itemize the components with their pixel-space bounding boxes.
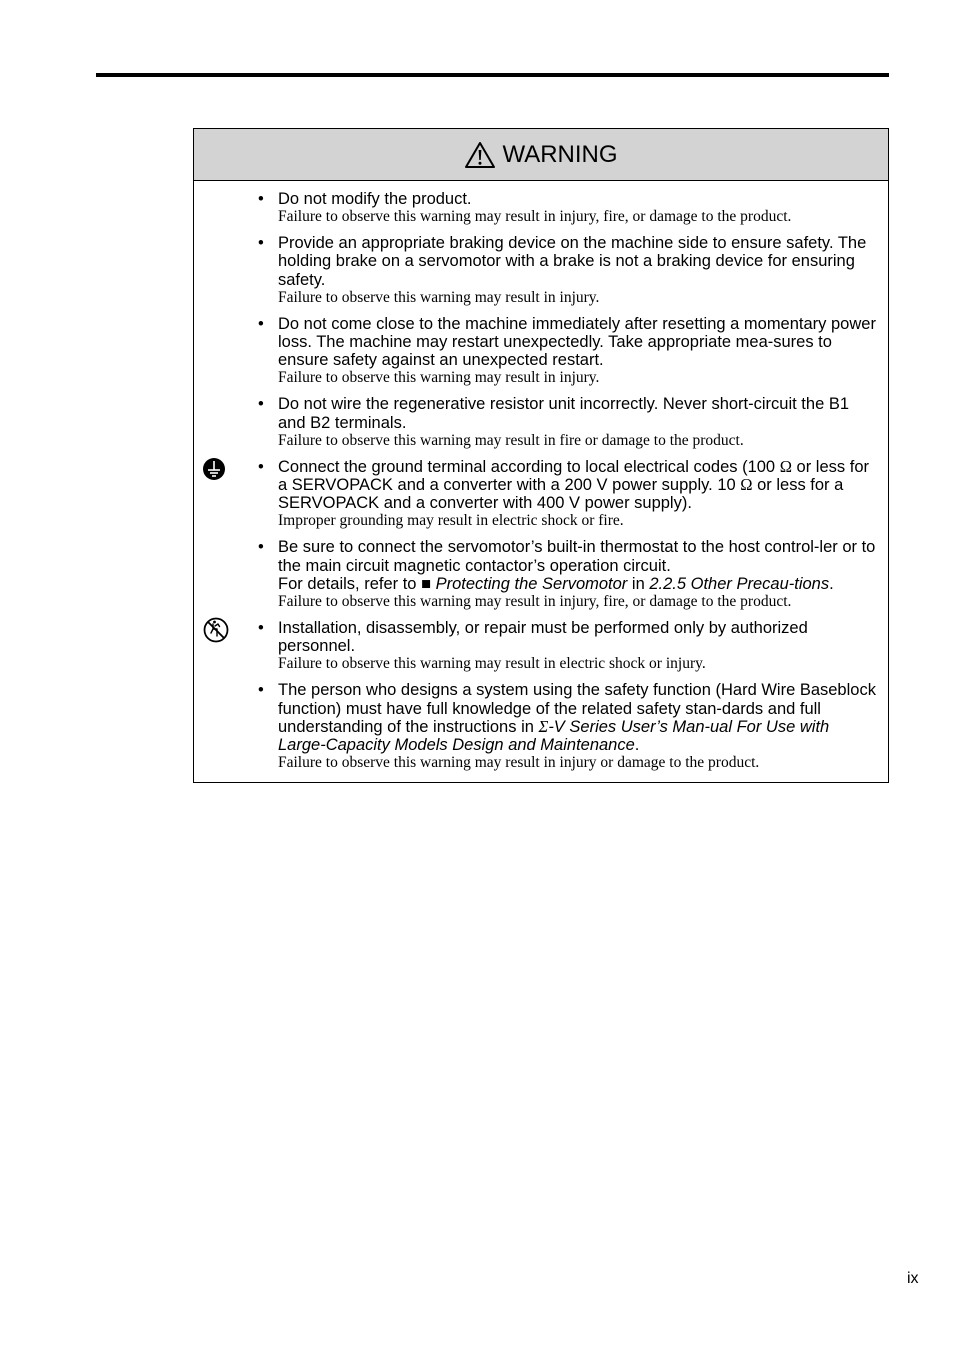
item-consequence: Failure to observe this warning may result in injury.	[278, 369, 600, 387]
item-text: Connect the ground terminal according to local electrical codes (100 Ω or less for a SERVOPACK and a converter with a 200 V power supply. 10 Ω or less for a SERVOPACK and a converter with 400 V power supply).	[278, 456, 869, 513]
item-text: Be sure to connect the servomotor’s built-in thermostat to the host control-ler or to the main circuit magnetic contactor’s operation circuit.	[278, 538, 876, 575]
item-text: Do not modify the product.	[278, 190, 472, 208]
warning-item	[194, 315, 878, 388]
square-bullet: ■	[421, 574, 432, 593]
sigma-symbol: Σ	[538, 716, 549, 736]
item-consequence: Failure to observe this warning may result in injury or damage to the product.	[278, 754, 760, 772]
item-consequence: Failure to observe this warning may result in injury, fire, or damage to the product.	[278, 593, 792, 611]
item-consequence: Improper grounding may result in electric shock or fire.	[278, 512, 624, 530]
item-consequence: Failure to observe this warning may result in electric shock or injury.	[278, 655, 706, 673]
reference-title: Protecting the Servomotor	[435, 574, 628, 593]
warning-header	[194, 129, 888, 181]
warning-item	[194, 619, 878, 673]
warning-triangle-icon	[464, 141, 496, 169]
bullet: •	[258, 457, 264, 476]
top-rule	[96, 73, 889, 77]
item-consequence: Failure to observe this warning may result in fire or damage to the product.	[278, 431, 744, 449]
manual-title: -V Series User’s Man-ual For Use with Large-Capacity Models Design and Maintenance	[278, 717, 830, 755]
item-text: Installation, disassembly, or repair must be performed only by authorized personnel.	[278, 619, 808, 656]
warning-item	[194, 538, 878, 611]
bullet: •	[258, 681, 264, 700]
no-unqualified-work-icon	[202, 617, 230, 643]
bullet: •	[258, 314, 264, 333]
reference-section: 2.2.5 Other Precau-tions	[649, 574, 830, 593]
warning-title: WARNING	[502, 140, 618, 168]
item-consequence: Failure to observe this warning may result in injury.	[278, 288, 600, 306]
page-number: ix	[907, 1270, 919, 1287]
bullet: •	[258, 234, 264, 253]
bullet: •	[258, 538, 264, 557]
warning-item	[194, 190, 878, 226]
warning-box	[193, 128, 889, 783]
bullet: •	[258, 190, 264, 208]
bullet: •	[258, 619, 264, 638]
item-consequence: Failure to observe this warning may result in injury, fire, or damage to the product.	[278, 208, 792, 226]
warning-body	[194, 181, 888, 782]
item-text: Do not wire the regenerative resistor unit incorrectly. Never short-circuit the B1 and B2 terminals.	[278, 395, 850, 432]
warning-item	[194, 234, 878, 307]
item-reference: For details, refer to ■ Protecting the Servomotor in 2.2.5 Other Precau-tions.	[278, 574, 834, 593]
item-text: The person who designs a system using the safety function (Hard Wire Baseblock function) must have full knowledge of the related safety stan-dards and full understanding of the instructions in Σ-V Series User’s Man-ual For Use with Large-Capacity Models Design and Maintenance.	[278, 681, 876, 755]
warning-item	[194, 458, 878, 531]
warning-item	[194, 395, 878, 449]
ohm-symbol: Ω	[779, 456, 792, 476]
bullet: •	[258, 395, 264, 414]
ohm-symbol: Ω	[740, 475, 753, 495]
item-text: Do not come close to the machine immediately after resetting a momentary power loss. The machine may restart unexpectedly. Take appropriate mea-sures to ensure safety against an unexpected restart.	[278, 314, 876, 370]
ground-icon	[202, 457, 226, 481]
item-text: Provide an appropriate braking device on the machine side to ensure safety. The holding brake on a servomotor with a brake is not a braking device for ensuring safety.	[278, 234, 867, 289]
warning-item	[194, 681, 878, 772]
